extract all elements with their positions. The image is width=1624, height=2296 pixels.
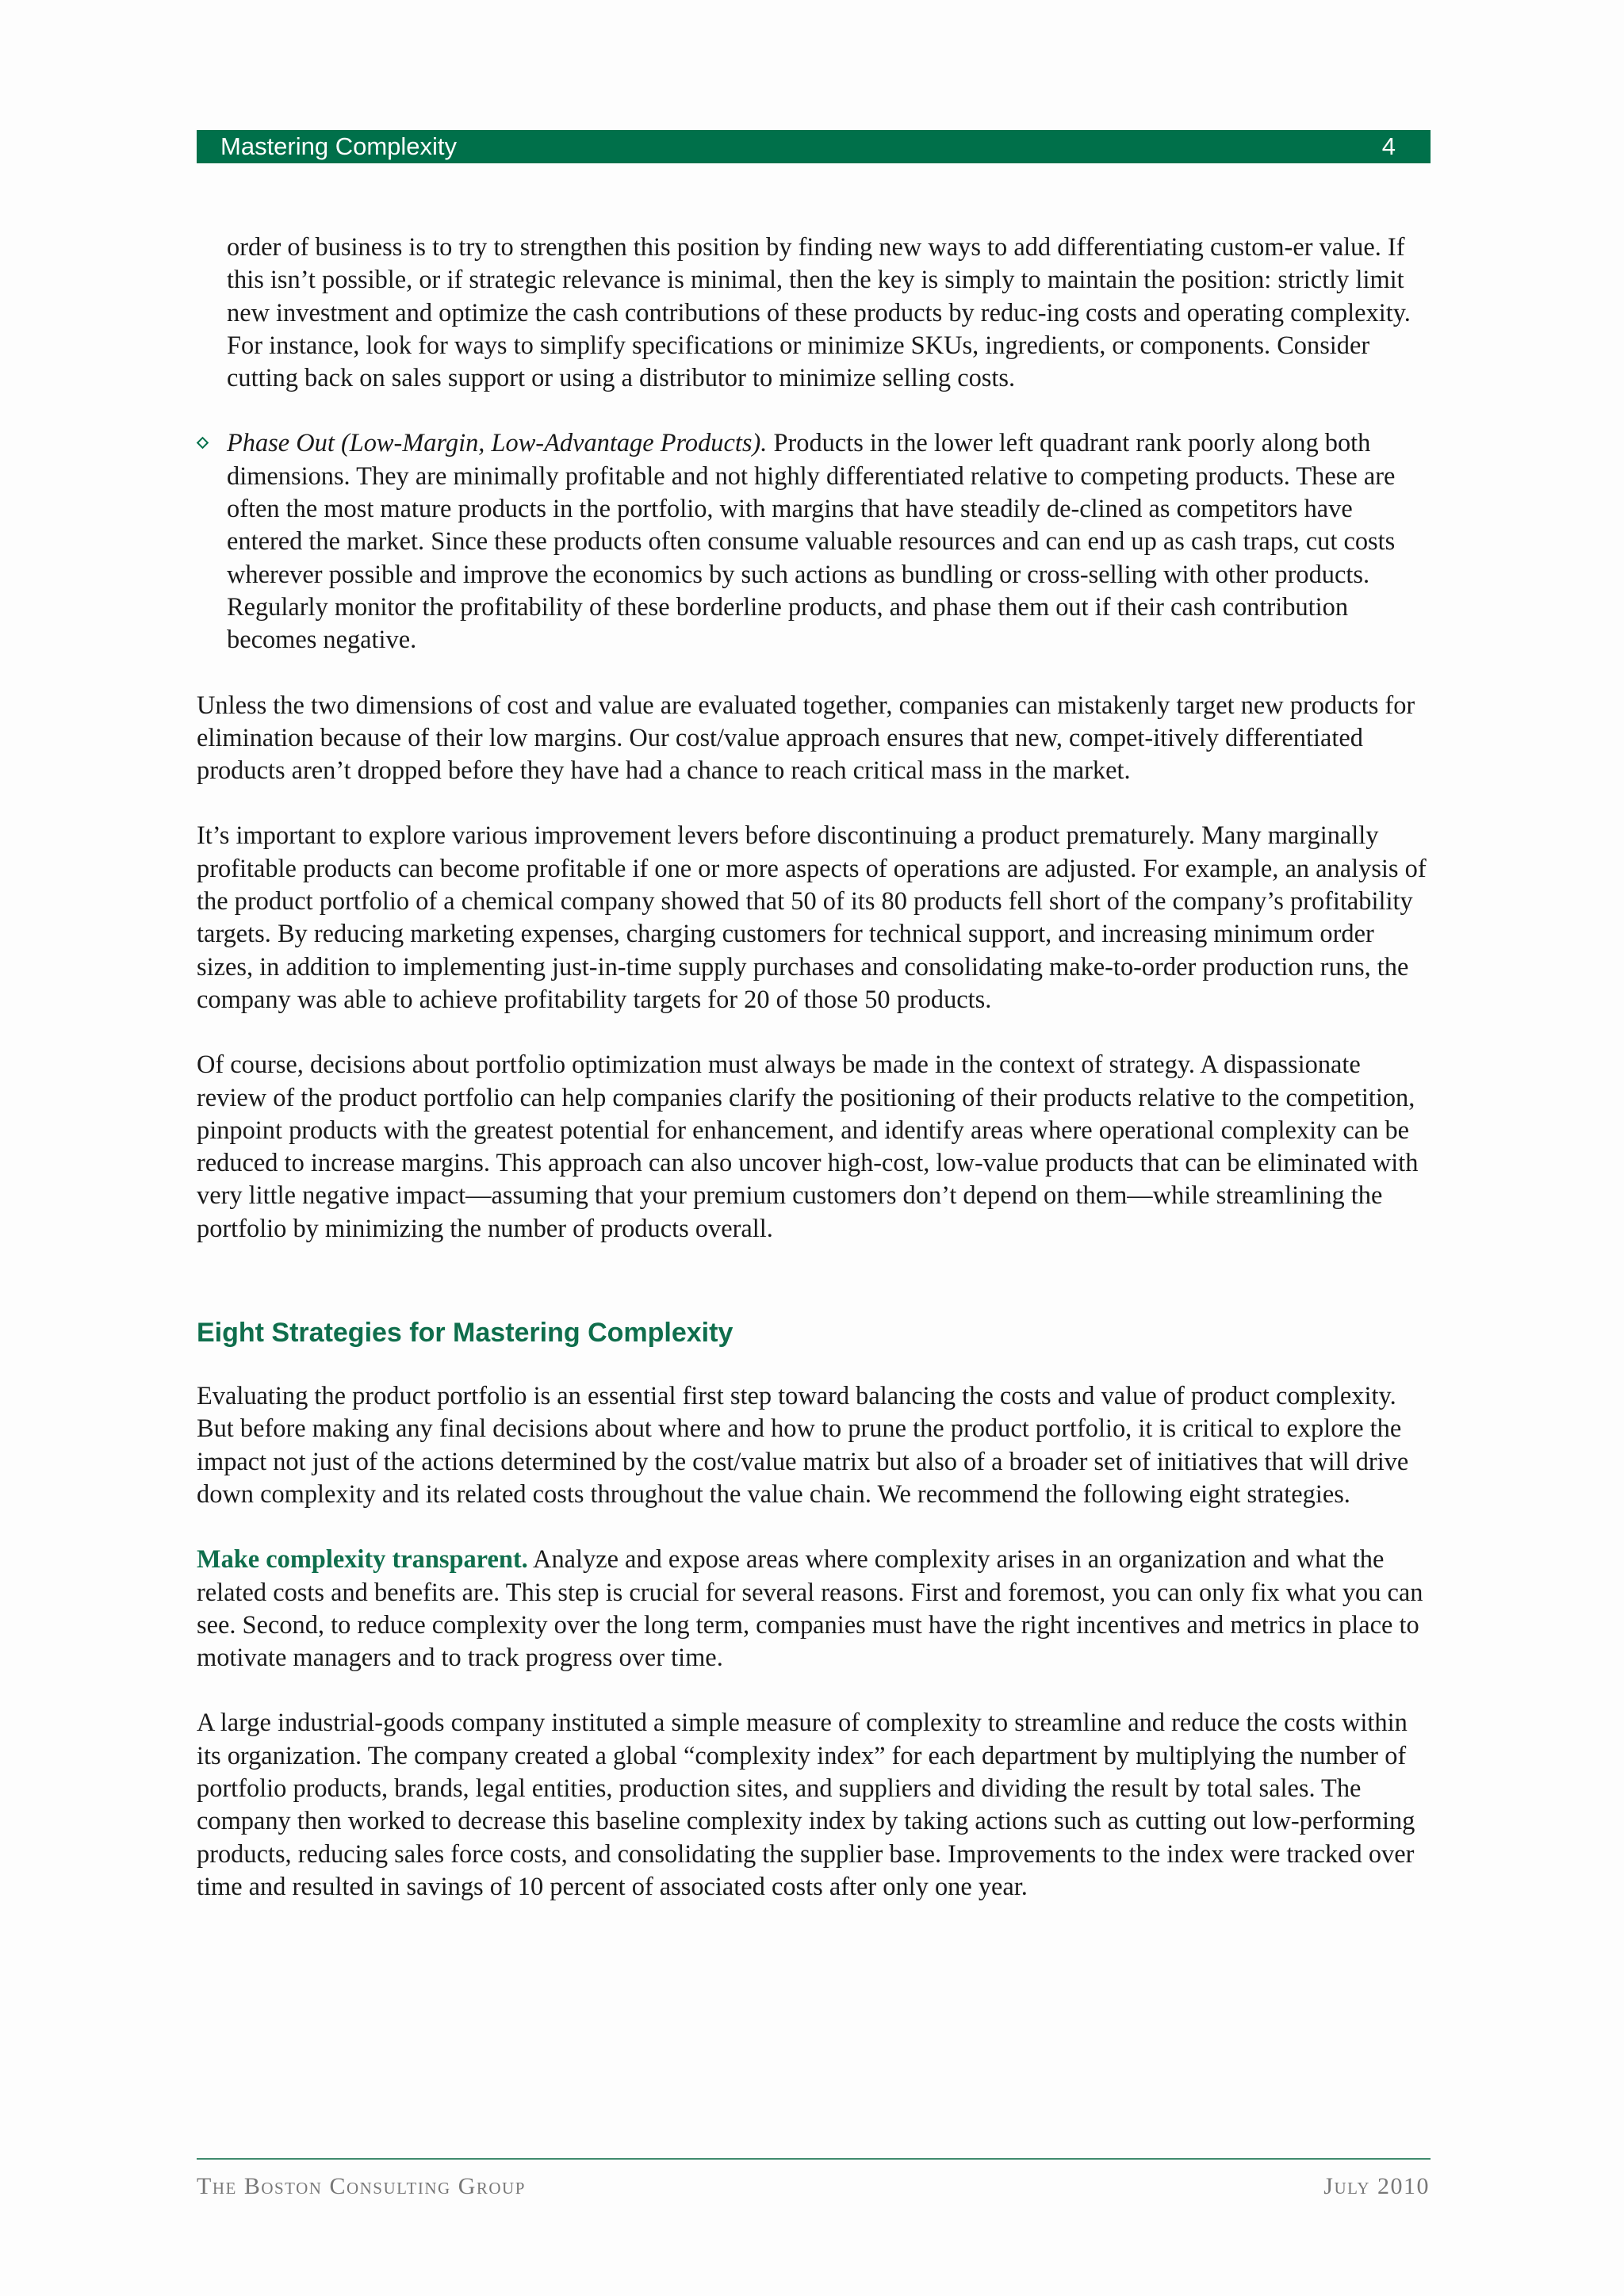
body-paragraph: Of course, decisions about portfolio optimization must always be made in the context of strategy. A dispassionate review of the product portfolio can help companies clarify the positioning of their products relative to the competition, pinpoint products with the greatest potential for enhancement, and identify areas where operational complexity can be reduced to increase margins. This approach can also uncover high-cost, low-value products that can be eliminated with very little negative impact—assuming that your premium customers don’t depend on them—while streamlining the portfolio by minimizing the number of products overall. (197, 1050, 1419, 1243)
strategy-lead: Make complexity transparent. (197, 1545, 528, 1575)
bullet-title: Phase Out (Low-Margin, Low-Advantage Products). (227, 429, 768, 458)
footer-date: July 2010 (1323, 2173, 1430, 2199)
header-title: Mastering Complexity (220, 132, 458, 160)
final-paragraph: A large industrial-goods company instituted a simple measure of complexity to streamline and reduce the costs within its organization. The company created a global “complexity index” for each department by multiplying the number of portfolio products, brands, legal entities, production sites, and suppliers and dividing the result by total sales. The company then worked to decrease this baseline complexity index by taking actions such as cutting out low-performing products, reducing sales force costs, and consolidating the supplier base. Improvements to the index were tracked over time and resulted in savings of 10 percent of associated costs after only one year. (197, 1709, 1415, 1901)
section-heading: Eight Strategies for Mastering Complexity (197, 1318, 733, 1349)
diamond-bullet-icon (197, 437, 209, 450)
strategy-paragraph (197, 1544, 1434, 1674)
footer-publisher: The Boston Consulting Group (197, 2173, 526, 2199)
body-paragraph: Unless the two dimensions of cost and value are evaluated together, companies can mistakenly target new products for elimination because of their low margins. Our cost/value approach ensures that new, compet-itively differentiated products aren’t dropped before they have had a chance to reach critical mass in the market. (197, 691, 1415, 786)
footer-divider (197, 2158, 1431, 2160)
running-header (197, 130, 1431, 163)
section-intro: Evaluating the product portfolio is an essential first step toward balancing the costs and value of product complexity. But before making any final decisions about where and how to prune the product portfolio, it is critical to explore the impact not just of the actions determined by the cost/value matrix but also of a broader set of initiatives that will drive down complexity and its related costs throughout the value chain. We recommend the following eight strategies. (197, 1382, 1409, 1509)
body-content (197, 232, 1434, 1936)
body-paragraph: It’s important to explore various improvement levers before discontinuing a product prematurely. Many marginally profitable products can become profitable if one or more aspects of operations are adjusted. For example, an analysis of the product portfolio of a chemical company showed that 50 of its 80 products fell short of the company’s profitability targets. By reducing marketing expenses, charging customers for technical support, and increasing minimum order sizes, in addition to implementing just-in-time supply purchases and consolidating make-to-order production runs, the company was able to achieve profitability targets for 20 of those 50 products. (197, 821, 1427, 1014)
page-number: 4 (1381, 132, 1396, 160)
strategy-text: Analyze and expose areas where complexity arises in an organization and what the related costs and benefits are. This step is crucial for several reasons. First and foremost, you can only fix what you can see. Second, to reduce complexity over the long term, companies must have the right incentives and metrics in place to motivate managers and to track progress over time. (197, 1545, 1423, 1673)
continuation-paragraph: order of business is to try to strengthen this position by finding new ways to add differentiating custom-er value. If this isn’t possible, or if strategic relevance is minimal, then the key is simply to maintain the position: strictly limit new investment and optimize the cash contributions of these products by reduc-ing costs and operating complexity. For instance, look for ways to simplify specifications or minimize SKUs, ingredients, or components. Consider cutting back on sales support or using a distributor to minimize selling costs. (227, 233, 1411, 393)
bullet-text: Products in the lower left quadrant rank poorly along both dimensions. They are minimally profitable and not highly differentiated relative to competing products. These are often the most mature products in the portfolio, with margins that have steadily de-clined as competitors have entered the market. Since these products often consume valuable resources and can end up as cash traps, cut costs wherever possible and improve the economics by such actions as bundling or cross-selling with other products. Regularly monitor the profitability of these borderline products, and phase them out if their cash contribution becomes negative. (227, 429, 1396, 655)
bullet-item-phase-out (197, 427, 1434, 656)
